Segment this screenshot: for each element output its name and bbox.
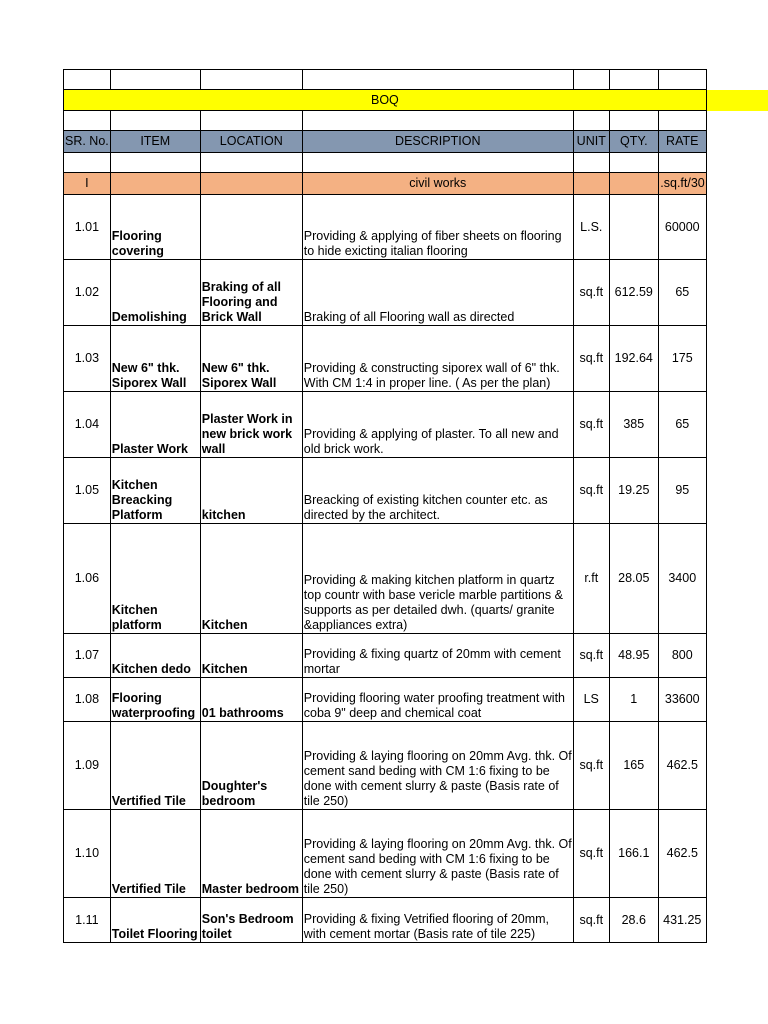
- row-qty[interactable]: 165: [609, 722, 658, 810]
- row-description[interactable]: Providing & laying flooring on 20mm Avg. thk. Of cement sand beding with CM 1:6 fixing to be done with cement slurry & paste (Basis rate of tile 250): [302, 810, 573, 898]
- row-sr-no[interactable]: 1.07: [64, 634, 111, 678]
- row-qty[interactable]: 612.59: [609, 260, 658, 326]
- table-row: [64, 195, 707, 260]
- row-rate[interactable]: 65: [658, 260, 706, 326]
- row-location[interactable]: kitchen: [200, 458, 302, 524]
- row-qty[interactable]: 19.25: [609, 458, 658, 524]
- row-description[interactable]: Providing flooring water proofing treatment with coba 9" deep and chemical coat: [302, 678, 573, 722]
- row-sr-no[interactable]: 1.11: [64, 898, 111, 943]
- row-rate[interactable]: 175: [658, 326, 706, 392]
- row-description[interactable]: Providing & fixing Vetrified flooring of 20mm, with cement mortar (Basis rate of tile 225): [302, 898, 573, 943]
- sheet-title[interactable]: BOQ: [64, 90, 707, 111]
- header-location[interactable]: LOCATION: [200, 131, 302, 153]
- row-unit[interactable]: r.ft: [573, 524, 609, 634]
- table-row: [64, 898, 707, 943]
- row-sr-no[interactable]: 1.06: [64, 524, 111, 634]
- row-sr-no[interactable]: 1.02: [64, 260, 111, 326]
- header-sr-no[interactable]: SR. No.: [64, 131, 111, 153]
- row-qty[interactable]: 192.64: [609, 326, 658, 392]
- table-row: [64, 678, 707, 722]
- table-row: [64, 634, 707, 678]
- row-item[interactable]: Vertified Tile: [110, 810, 200, 898]
- row-sr-no[interactable]: 1.04: [64, 392, 111, 458]
- row-unit[interactable]: LS: [573, 678, 609, 722]
- row-description[interactable]: Providing & making kitchen platform in quartz top countr with base vericle marble partitions & supports as per detailed dwh. (quarts/ granite &appliances extra): [302, 524, 573, 634]
- row-item[interactable]: Kitchen dedo: [110, 634, 200, 678]
- row-sr-no[interactable]: 1.05: [64, 458, 111, 524]
- row-rate[interactable]: 431.25: [658, 898, 706, 943]
- row-description[interactable]: Providing & constructing siporex wall of 6" thk. With CM 1:4 in proper line. ( As per the plan): [302, 326, 573, 392]
- boq-spreadsheet: [63, 69, 707, 943]
- section-row: [64, 173, 707, 195]
- table-row: [64, 260, 707, 326]
- empty-row: [64, 70, 707, 90]
- row-description[interactable]: Providing & fixing quartz of 20mm with cement mortar: [302, 634, 573, 678]
- section-rate[interactable]: 30/sq.ft.: [658, 173, 706, 195]
- row-unit[interactable]: L.S.: [573, 195, 609, 260]
- row-item[interactable]: Vertified Tile: [110, 722, 200, 810]
- row-location[interactable]: 01 bathrooms: [200, 678, 302, 722]
- row-qty[interactable]: [609, 195, 658, 260]
- row-qty[interactable]: 166.1: [609, 810, 658, 898]
- row-description[interactable]: Breacking of existing kitchen counter etc. as directed by the architect.: [302, 458, 573, 524]
- row-item[interactable]: Plaster Work: [110, 392, 200, 458]
- row-unit[interactable]: sq.ft: [573, 326, 609, 392]
- row-item[interactable]: New 6" thk. Siporex Wall: [110, 326, 200, 392]
- section-sr[interactable]: I: [64, 173, 111, 195]
- row-sr-no[interactable]: 1.09: [64, 722, 111, 810]
- row-description[interactable]: Braking of all Flooring wall as directed: [302, 260, 573, 326]
- boq-table: [63, 69, 707, 943]
- row-qty[interactable]: 48.95: [609, 634, 658, 678]
- row-location[interactable]: Doughter's bedroom: [200, 722, 302, 810]
- title-row: [64, 90, 707, 111]
- row-item[interactable]: Kitchen platform: [110, 524, 200, 634]
- row-unit[interactable]: sq.ft: [573, 392, 609, 458]
- row-location[interactable]: Plaster Work in new brick work wall: [200, 392, 302, 458]
- row-description[interactable]: Providing & laying flooring on 20mm Avg. thk. Of cement sand beding with CM 1:6 fixing to be done with cement slurry & paste (Basis rate of tile 250): [302, 722, 573, 810]
- row-unit[interactable]: sq.ft: [573, 898, 609, 943]
- row-description[interactable]: Providing & applying of fiber sheets on flooring to hide exicting italian flooring: [302, 195, 573, 260]
- row-sr-no[interactable]: 1.08: [64, 678, 111, 722]
- empty-row: [64, 153, 707, 173]
- header-description[interactable]: DESCRIPTION: [302, 131, 573, 153]
- table-row: [64, 524, 707, 634]
- row-rate[interactable]: 3400: [658, 524, 706, 634]
- table-row: [64, 810, 707, 898]
- row-qty[interactable]: 28.05: [609, 524, 658, 634]
- row-description[interactable]: Providing & applying of plaster. To all new and old brick work.: [302, 392, 573, 458]
- section-description[interactable]: civil works: [302, 173, 573, 195]
- row-location[interactable]: Kitchen: [200, 524, 302, 634]
- table-row: [64, 326, 707, 392]
- row-sr-no[interactable]: 1.03: [64, 326, 111, 392]
- row-unit[interactable]: sq.ft: [573, 634, 609, 678]
- row-location[interactable]: Son's Bedroom toilet: [200, 898, 302, 943]
- row-unit[interactable]: sq.ft: [573, 722, 609, 810]
- row-unit[interactable]: sq.ft: [573, 458, 609, 524]
- boq-row-overflow-fill: [702, 90, 768, 111]
- row-rate[interactable]: 60000: [658, 195, 706, 260]
- header-item[interactable]: ITEM: [110, 131, 200, 153]
- row-location[interactable]: Master bedroom: [200, 810, 302, 898]
- row-qty[interactable]: 385: [609, 392, 658, 458]
- table-row: [64, 722, 707, 810]
- row-location[interactable]: Braking of all Flooring and Brick Wall: [200, 260, 302, 326]
- row-item[interactable]: Flooring waterproofing: [110, 678, 200, 722]
- row-sr-no[interactable]: 1.01: [64, 195, 111, 260]
- row-qty[interactable]: 1: [609, 678, 658, 722]
- empty-row: [64, 111, 707, 131]
- row-location[interactable]: Kitchen: [200, 634, 302, 678]
- row-qty[interactable]: 28.6: [609, 898, 658, 943]
- row-item[interactable]: Toilet Flooring: [110, 898, 200, 943]
- table-row: [64, 392, 707, 458]
- row-sr-no[interactable]: 1.10: [64, 810, 111, 898]
- header-rate[interactable]: RATE: [658, 131, 706, 153]
- row-item[interactable]: Flooring covering: [110, 195, 200, 260]
- row-rate[interactable]: 65: [658, 392, 706, 458]
- table-row: [64, 458, 707, 524]
- row-rate[interactable]: 800: [658, 634, 706, 678]
- row-location[interactable]: New 6" thk. Siporex Wall: [200, 326, 302, 392]
- row-rate[interactable]: 95: [658, 458, 706, 524]
- row-location[interactable]: [200, 195, 302, 260]
- row-rate[interactable]: 462.5: [658, 722, 706, 810]
- header-qty[interactable]: QTY.: [609, 131, 658, 153]
- header-unit[interactable]: UNIT: [573, 131, 609, 153]
- row-unit[interactable]: sq.ft: [573, 260, 609, 326]
- row-unit[interactable]: sq.ft: [573, 810, 609, 898]
- row-rate[interactable]: 33600: [658, 678, 706, 722]
- row-item[interactable]: Kitchen Breacking Platform: [110, 458, 200, 524]
- row-item[interactable]: Demolishing: [110, 260, 200, 326]
- header-row: [64, 131, 707, 153]
- row-rate[interactable]: 462.5: [658, 810, 706, 898]
